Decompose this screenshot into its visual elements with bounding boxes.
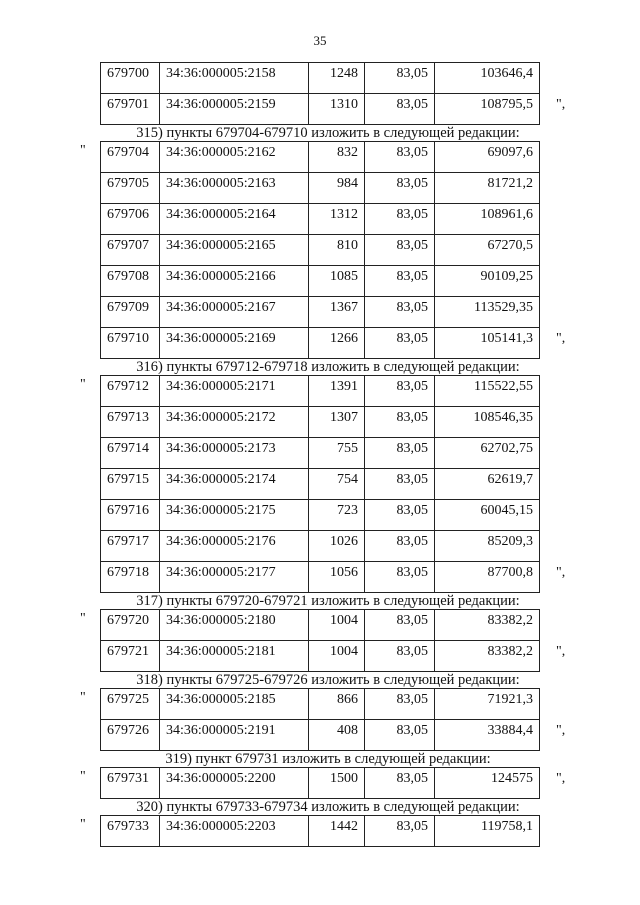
- area-cell: 754: [309, 469, 365, 500]
- amount-cell: 60045,15: [435, 500, 540, 531]
- area-cell: 866: [309, 689, 365, 720]
- opening-quote: ": [80, 690, 86, 705]
- amendment-block: [0, 609, 640, 672]
- area-cell: 408: [309, 720, 365, 751]
- table-row: [101, 235, 540, 266]
- rate-cell: 83,05: [365, 328, 435, 359]
- area-cell: 1085: [309, 266, 365, 297]
- amount-cell: 108546,35: [435, 407, 540, 438]
- cadastral-number-cell: 34:36:000005:2180: [160, 610, 309, 641]
- amendment-block: [0, 375, 640, 593]
- amount-cell: 67270,5: [435, 235, 540, 266]
- rate-cell: 83,05: [365, 816, 435, 847]
- closing-quote: ",: [556, 97, 566, 112]
- point-number-cell: 679704: [101, 142, 160, 173]
- table-row: [101, 94, 540, 125]
- cadastral-number-cell: 34:36:000005:2177: [160, 562, 309, 593]
- section-heading: [0, 751, 640, 767]
- table-row: [101, 816, 540, 847]
- amount-cell: 85209,3: [435, 531, 540, 562]
- table-row: [101, 531, 540, 562]
- area-cell: 1307: [309, 407, 365, 438]
- closing-quote: ",: [556, 644, 566, 659]
- point-number-cell: 679713: [101, 407, 160, 438]
- cadastral-number-cell: 34:36:000005:2163: [160, 173, 309, 204]
- rate-cell: 83,05: [365, 204, 435, 235]
- amount-cell: 62702,75: [435, 438, 540, 469]
- amendment-block: [0, 62, 640, 125]
- opening-quote: ": [80, 769, 86, 784]
- rate-cell: 83,05: [365, 720, 435, 751]
- section-heading-text: 318) пункты 679725-679726 изложить в следующей редакции:: [136, 672, 520, 688]
- amount-cell: 90109,25: [435, 266, 540, 297]
- cadastral-number-cell: 34:36:000005:2174: [160, 469, 309, 500]
- cadastral-number-cell: 34:36:000005:2176: [160, 531, 309, 562]
- rate-cell: 83,05: [365, 768, 435, 799]
- amount-cell: 103646,4: [435, 63, 540, 94]
- section-heading: [0, 593, 640, 609]
- point-number-cell: 679716: [101, 500, 160, 531]
- area-cell: 1026: [309, 531, 365, 562]
- table-row: [101, 376, 540, 407]
- area-cell: 1004: [309, 641, 365, 672]
- opening-quote: ": [80, 611, 86, 626]
- area-cell: 1266: [309, 328, 365, 359]
- area-cell: 832: [309, 142, 365, 173]
- rate-cell: 83,05: [365, 562, 435, 593]
- area-cell: 1312: [309, 204, 365, 235]
- points-table: [100, 62, 540, 125]
- rate-cell: 83,05: [365, 297, 435, 328]
- table-row: [101, 266, 540, 297]
- area-cell: 1442: [309, 816, 365, 847]
- points-table: [100, 141, 540, 359]
- point-number-cell: 679710: [101, 328, 160, 359]
- table-row: [101, 407, 540, 438]
- area-cell: 1004: [309, 610, 365, 641]
- opening-quote: ": [80, 817, 86, 832]
- rate-cell: 83,05: [365, 94, 435, 125]
- amount-cell: 62619,7: [435, 469, 540, 500]
- cadastral-number-cell: 34:36:000005:2162: [160, 142, 309, 173]
- amount-cell: 108961,6: [435, 204, 540, 235]
- points-table: [100, 609, 540, 672]
- section-heading-text: 317) пункты 679720-679721 изложить в следующей редакции:: [136, 593, 520, 609]
- closing-quote: ",: [556, 565, 566, 580]
- area-cell: 1500: [309, 768, 365, 799]
- rate-cell: 83,05: [365, 641, 435, 672]
- rate-cell: 83,05: [365, 376, 435, 407]
- cadastral-number-cell: 34:36:000005:2200: [160, 768, 309, 799]
- amount-cell: 33884,4: [435, 720, 540, 751]
- amendment-block: [0, 688, 640, 751]
- section-heading: [0, 125, 640, 141]
- closing-quote: ",: [556, 771, 566, 786]
- point-number-cell: 679720: [101, 610, 160, 641]
- amount-cell: 115522,55: [435, 376, 540, 407]
- table-row: [101, 562, 540, 593]
- area-cell: 1367: [309, 297, 365, 328]
- rate-cell: 83,05: [365, 500, 435, 531]
- amount-cell: 71921,3: [435, 689, 540, 720]
- table-row: [101, 641, 540, 672]
- point-number-cell: 679705: [101, 173, 160, 204]
- section-heading: [0, 799, 640, 815]
- section-heading: [0, 359, 640, 375]
- cadastral-number-cell: 34:36:000005:2159: [160, 94, 309, 125]
- closing-quote: ",: [556, 331, 566, 346]
- area-cell: 984: [309, 173, 365, 204]
- amount-cell: 69097,6: [435, 142, 540, 173]
- section-heading-text: 320) пункты 679733-679734 изложить в следующей редакции:: [136, 799, 520, 815]
- cadastral-number-cell: 34:36:000005:2203: [160, 816, 309, 847]
- cadastral-number-cell: 34:36:000005:2166: [160, 266, 309, 297]
- opening-quote: ": [80, 377, 86, 392]
- document-body: [0, 62, 640, 847]
- amount-cell: 108795,5: [435, 94, 540, 125]
- amount-cell: 124575: [435, 768, 540, 799]
- amount-cell: 113529,35: [435, 297, 540, 328]
- page-number: 35: [313, 33, 327, 48]
- table-row: [101, 328, 540, 359]
- point-number-cell: 679715: [101, 469, 160, 500]
- rate-cell: 83,05: [365, 266, 435, 297]
- cadastral-number-cell: 34:36:000005:2158: [160, 63, 309, 94]
- points-table: [100, 815, 540, 847]
- rate-cell: 83,05: [365, 689, 435, 720]
- point-number-cell: 679714: [101, 438, 160, 469]
- table-row: [101, 720, 540, 751]
- table-row: [101, 500, 540, 531]
- point-number-cell: 679712: [101, 376, 160, 407]
- amendment-block: [0, 141, 640, 359]
- rate-cell: 83,05: [365, 438, 435, 469]
- table-row: [101, 768, 540, 799]
- rate-cell: 83,05: [365, 407, 435, 438]
- table-row: [101, 204, 540, 235]
- point-number-cell: 679701: [101, 94, 160, 125]
- rate-cell: 83,05: [365, 235, 435, 266]
- table-row: [101, 142, 540, 173]
- amendment-block: [0, 767, 640, 799]
- rate-cell: 83,05: [365, 610, 435, 641]
- closing-quote: ",: [556, 723, 566, 738]
- point-number-cell: 679731: [101, 768, 160, 799]
- cadastral-number-cell: 34:36:000005:2171: [160, 376, 309, 407]
- cadastral-number-cell: 34:36:000005:2172: [160, 407, 309, 438]
- point-number-cell: 679721: [101, 641, 160, 672]
- point-number-cell: 679717: [101, 531, 160, 562]
- point-number-cell: 679733: [101, 816, 160, 847]
- area-cell: 723: [309, 500, 365, 531]
- table-row: [101, 689, 540, 720]
- point-number-cell: 679726: [101, 720, 160, 751]
- point-number-cell: 679707: [101, 235, 160, 266]
- point-number-cell: 679700: [101, 63, 160, 94]
- amount-cell: 119758,1: [435, 816, 540, 847]
- rate-cell: 83,05: [365, 142, 435, 173]
- amount-cell: 87700,8: [435, 562, 540, 593]
- cadastral-number-cell: 34:36:000005:2167: [160, 297, 309, 328]
- table-row: [101, 438, 540, 469]
- point-number-cell: 679708: [101, 266, 160, 297]
- rate-cell: 83,05: [365, 469, 435, 500]
- amount-cell: 81721,2: [435, 173, 540, 204]
- table-row: [101, 610, 540, 641]
- cadastral-number-cell: 34:36:000005:2185: [160, 689, 309, 720]
- rate-cell: 83,05: [365, 173, 435, 204]
- cadastral-number-cell: 34:36:000005:2173: [160, 438, 309, 469]
- points-table: [100, 375, 540, 593]
- cadastral-number-cell: 34:36:000005:2164: [160, 204, 309, 235]
- point-number-cell: 679706: [101, 204, 160, 235]
- rate-cell: 83,05: [365, 63, 435, 94]
- area-cell: 1391: [309, 376, 365, 407]
- point-number-cell: 679725: [101, 689, 160, 720]
- table-row: [101, 63, 540, 94]
- section-heading: [0, 672, 640, 688]
- area-cell: 1248: [309, 63, 365, 94]
- section-heading-text: 316) пункты 679712-679718 изложить в следующей редакции:: [136, 359, 520, 375]
- table-row: [101, 297, 540, 328]
- amendment-block: [0, 815, 640, 847]
- area-cell: 1056: [309, 562, 365, 593]
- table-row: [101, 173, 540, 204]
- point-number-cell: 679709: [101, 297, 160, 328]
- table-row: [101, 469, 540, 500]
- points-table: [100, 767, 540, 799]
- amount-cell: 83382,2: [435, 641, 540, 672]
- rate-cell: 83,05: [365, 531, 435, 562]
- cadastral-number-cell: 34:36:000005:2191: [160, 720, 309, 751]
- cadastral-number-cell: 34:36:000005:2169: [160, 328, 309, 359]
- area-cell: 810: [309, 235, 365, 266]
- point-number-cell: 679718: [101, 562, 160, 593]
- section-heading-text: 319) пункт 679731 изложить в следующей редакции:: [165, 751, 491, 767]
- cadastral-number-cell: 34:36:000005:2181: [160, 641, 309, 672]
- opening-quote: ": [80, 143, 86, 158]
- area-cell: 755: [309, 438, 365, 469]
- points-table: [100, 688, 540, 751]
- cadastral-number-cell: 34:36:000005:2165: [160, 235, 309, 266]
- cadastral-number-cell: 34:36:000005:2175: [160, 500, 309, 531]
- section-heading-text: 315) пункты 679704-679710 изложить в следующей редакции:: [136, 125, 520, 141]
- amount-cell: 105141,3: [435, 328, 540, 359]
- area-cell: 1310: [309, 94, 365, 125]
- amount-cell: 83382,2: [435, 610, 540, 641]
